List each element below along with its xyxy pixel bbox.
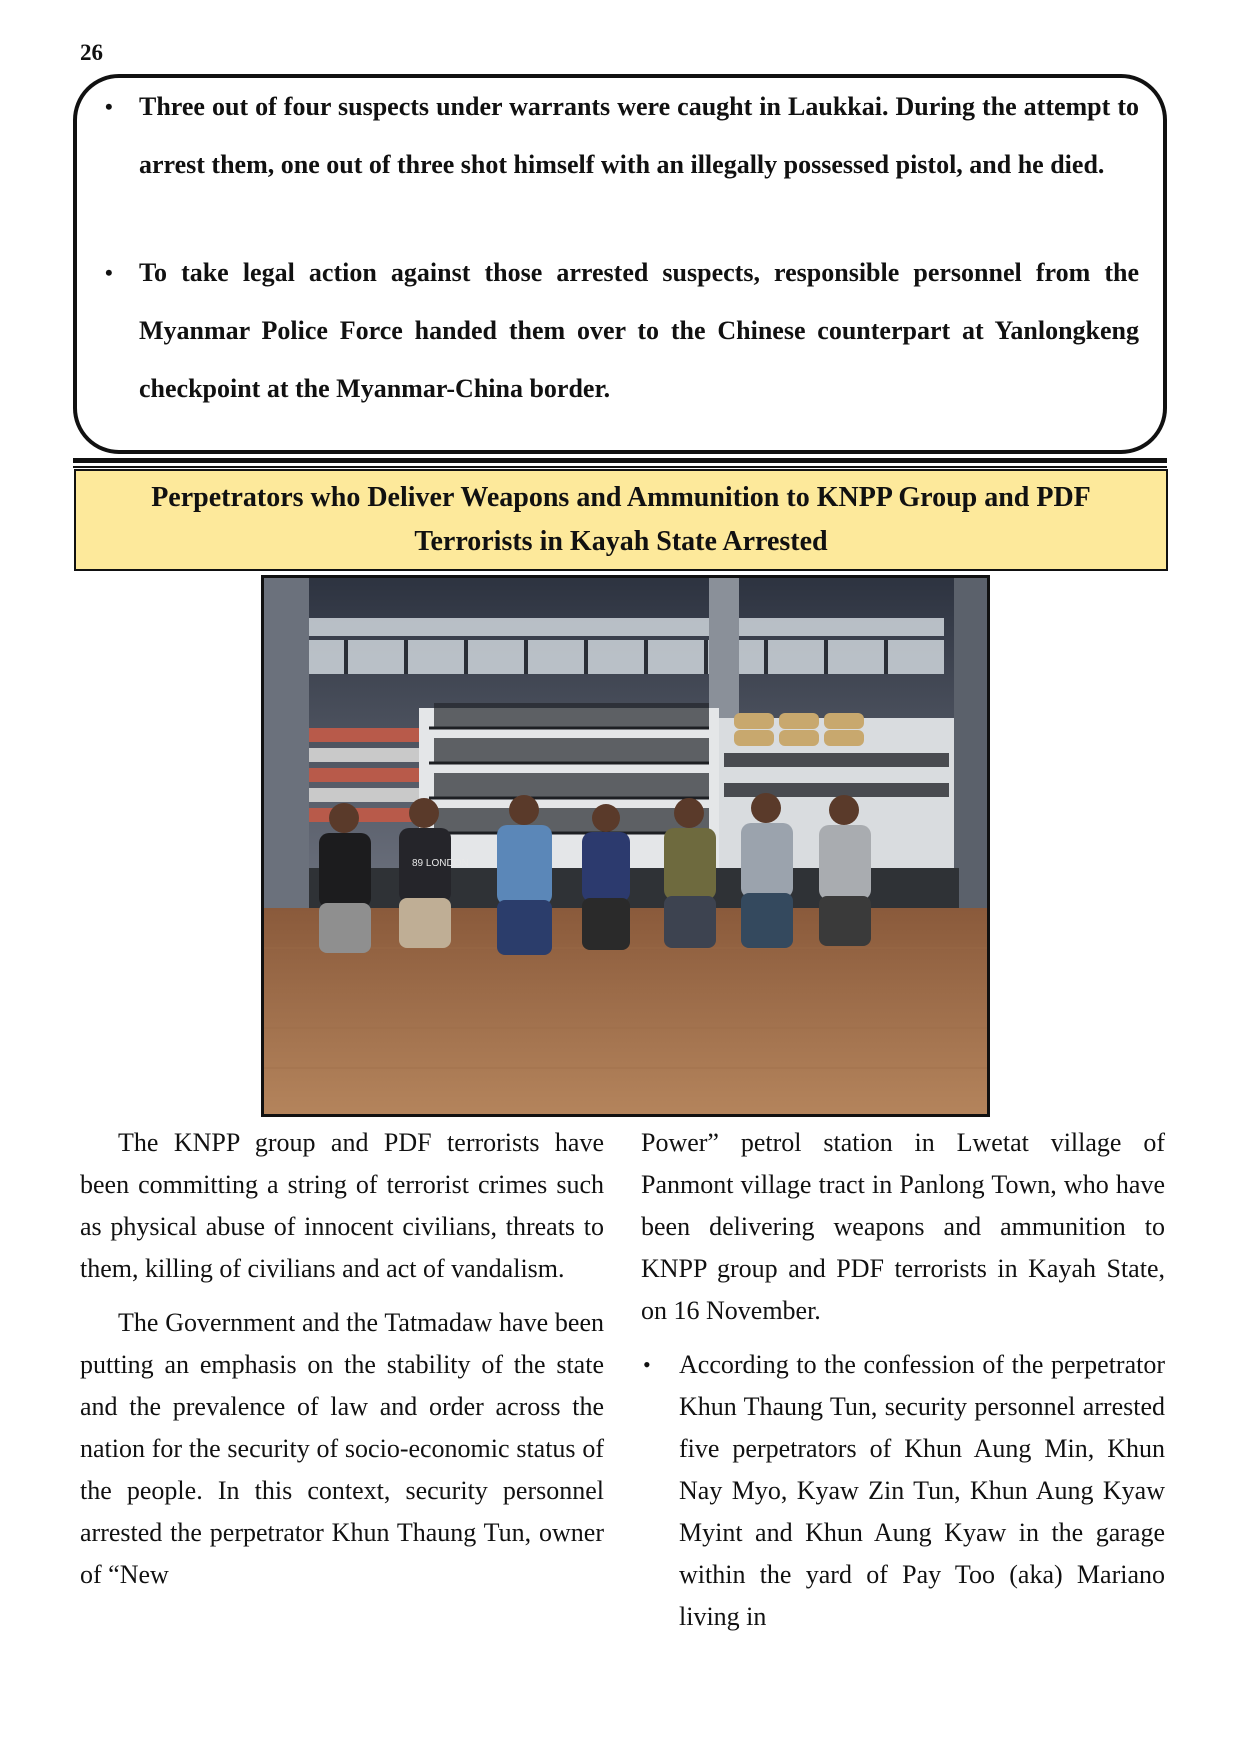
summary-bullet-2 (105, 244, 1139, 418)
article-column-right (641, 1122, 1165, 1638)
article-paragraph: The Government and the Tatmadaw have been putting an emphasis on the stability of the state and the prevalence of law and order across the nation for the security of socio-economic status of the people. In this context, security personnel arrested the perpetrator Khun Thaung Tun, owner of “New (80, 1308, 604, 1589)
headline-box (74, 469, 1168, 571)
article-bullet-text: According to the confession of the perpetrator Khun Thaung Tun, security personnel arrested five perpetrators of Khun Aung Min, Khun Nay Myo, Kyaw Zin Tun, Khun Aung Kyaw Myint and Khun Aung Kyaw in the garage within the yard of Pay Too (aka) Mariano living in (679, 1350, 1165, 1631)
shirt-print: 89 LONDON (412, 858, 469, 869)
news-photo (261, 575, 990, 1117)
bullet-icon: • (105, 260, 113, 285)
bullet-icon: • (643, 1352, 651, 1377)
section-divider-thin (73, 466, 1167, 468)
article-paragraph: The KNPP group and PDF terrorists have been committing a string of terrorist crimes such as physical abuse of innocent civilians, threats to them, killing of civilians and act of vandalism. (80, 1128, 604, 1283)
summary-bullet-text: Three out of four suspects under warrants were caught in Laukkai. During the attempt to arrest them, one out of three shot himself with an illegally possessed pistol, and he died. (139, 92, 1139, 179)
article-bullet-item (641, 1344, 1165, 1638)
headline: Perpetrators who Deliver Weapons and Ammunition to KNPP Group and PDF Terrorists in Kayah State Arrested (151, 482, 1091, 557)
summary-bullet-text: To take legal action against those arrested suspects, responsible personnel from the Myanmar Police Force handed them over to the Chinese counterpart at Yanlongkeng checkpoint at the Myanmar-China border. (139, 258, 1139, 403)
summary-box (73, 74, 1167, 454)
arrested-suspects-with-weapons-photo (264, 578, 987, 1114)
article-paragraph: Power” petrol station in Lwetat village of Panmont village tract in Panlong Town, who have been delivering weapons and ammunition to KNPP group and PDF terrorists in Kayah State, on 16 November. (641, 1128, 1165, 1325)
section-divider (73, 458, 1167, 463)
summary-bullet-1 (105, 78, 1139, 194)
page-number: 26 (80, 40, 103, 65)
article-column-left (80, 1122, 604, 1608)
bullet-icon: • (105, 94, 113, 119)
